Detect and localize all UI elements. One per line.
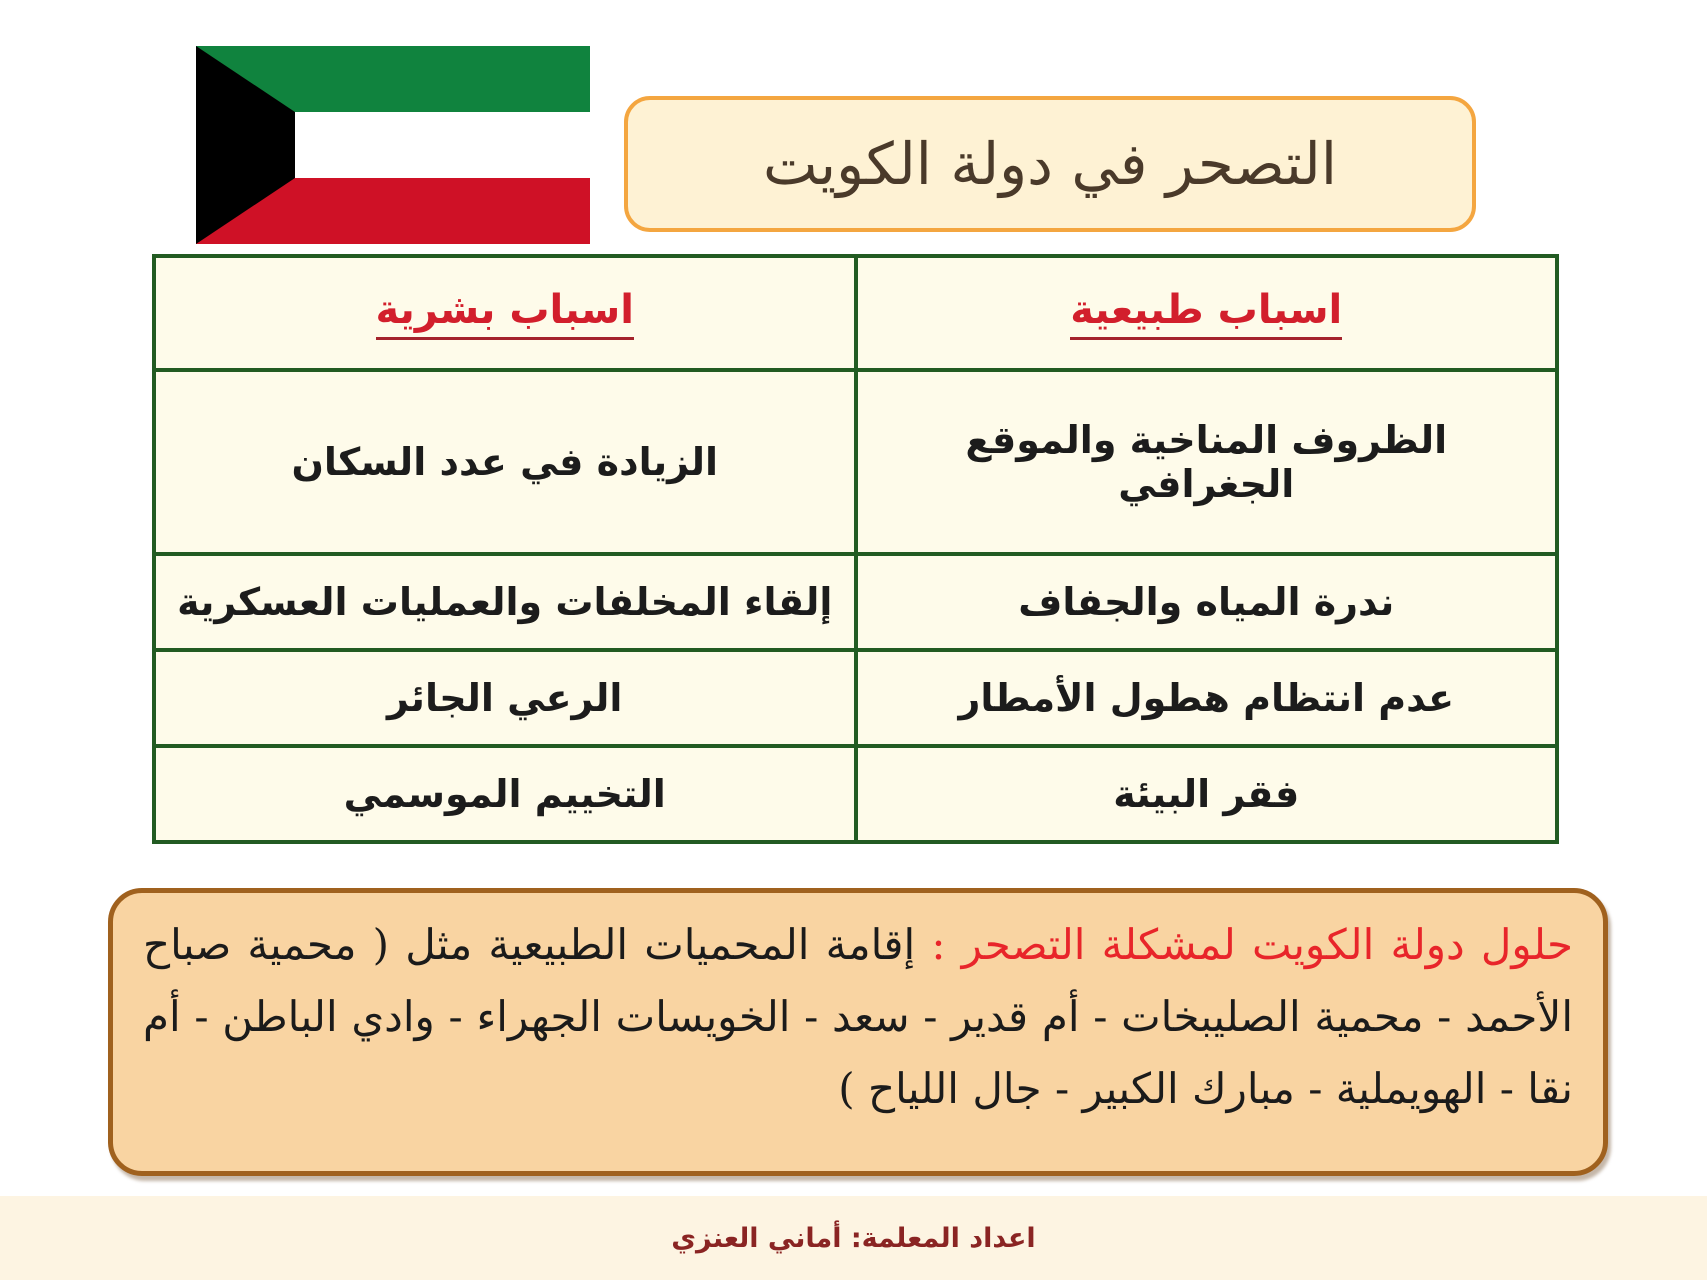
author-credit: اعداد المعلمة: أماني العنزي bbox=[671, 1222, 1036, 1254]
human-cause-cell: الزيادة في عدد السكان bbox=[154, 370, 856, 554]
table-row bbox=[154, 554, 1557, 650]
footer bbox=[0, 1196, 1707, 1280]
causes-table bbox=[152, 254, 1559, 844]
human-cause-cell: الرعي الجائر bbox=[154, 650, 856, 746]
kuwait-flag-icon bbox=[196, 46, 590, 244]
table-header-cell bbox=[856, 256, 1558, 370]
table-header-cell bbox=[154, 256, 856, 370]
natural-cause-cell: فقر البيئة bbox=[856, 746, 1558, 842]
human-cause-cell: التخييم الموسمي bbox=[154, 746, 856, 842]
solutions-label: حلول دولة الكويت لمشكلة التصحر : bbox=[931, 920, 1573, 969]
title-box bbox=[624, 96, 1476, 232]
solutions-text: إقامة المحميات الطبيعية مثل ( محمية صباح الأحمد - محمية الصليبخات - أم قدير - سعد - الخويسات الجهراء - وادي الباطن - أم نقا - الهويملية - مبارك الكبير - جال اللياح ) bbox=[143, 920, 1573, 1113]
natural-causes-header: اسباب طبيعية bbox=[1070, 287, 1342, 340]
table-row bbox=[154, 746, 1557, 842]
table-row bbox=[154, 370, 1557, 554]
human-cause-cell: إلقاء المخلفات والعمليات العسكرية bbox=[154, 554, 856, 650]
table-row bbox=[154, 650, 1557, 746]
page-title: التصحر في دولة الكويت bbox=[763, 130, 1337, 198]
human-causes-header: اسباب بشرية bbox=[376, 287, 634, 340]
natural-cause-cell: عدم انتظام هطول الأمطار bbox=[856, 650, 1558, 746]
natural-cause-cell: الظروف المناخية والموقع الجغرافي bbox=[856, 370, 1558, 554]
table-header-row bbox=[154, 256, 1557, 370]
natural-cause-cell: ندرة المياه والجفاف bbox=[856, 554, 1558, 650]
solutions-box bbox=[108, 888, 1608, 1176]
